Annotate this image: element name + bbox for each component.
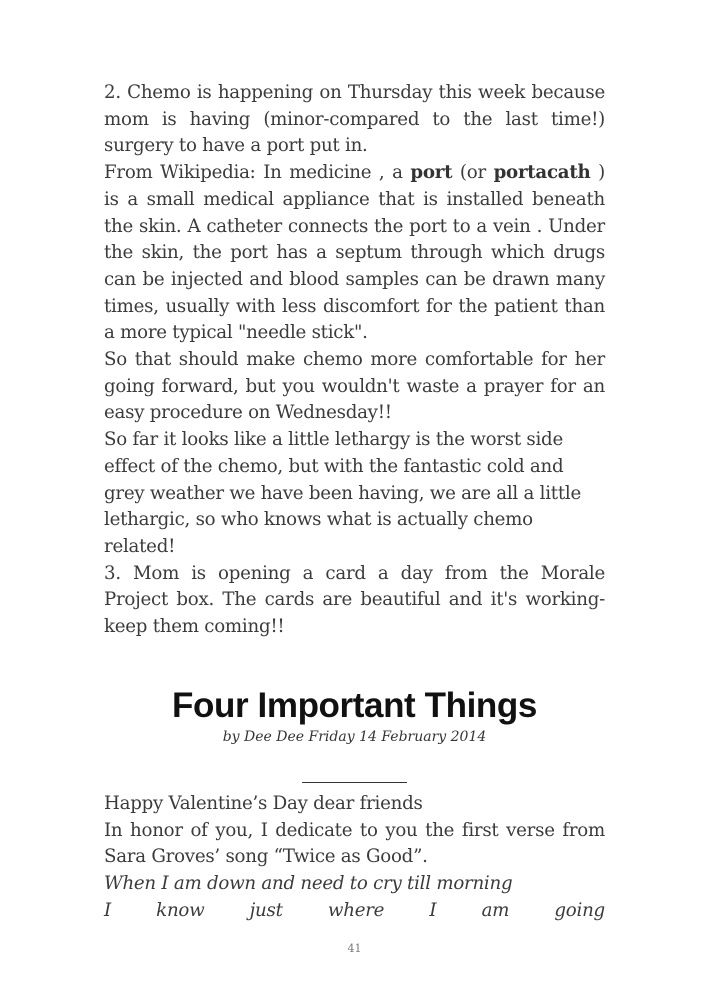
lethargy-paragraph: So far it looks like a little lethargy is the worst side effect of the chemo, but with the fantastic cold and grey weather we have been having, we are all a little lethargic, so who knows what is actually chemo related! xyxy=(104,429,581,557)
lyric-word: just xyxy=(249,899,283,921)
lyric-word: I xyxy=(429,899,437,921)
item-3-paragraph: 3. Mom is opening a card a day from the Morale Project box. The cards are beautiful and it's working- keep them coming!! xyxy=(104,562,605,638)
term-port: port xyxy=(410,162,453,184)
lyric-word: going xyxy=(554,899,605,921)
article-title: Four Important Things xyxy=(172,686,537,725)
item-2-paragraph: 2. Chemo is happening on Thursday this week because mom is having (minor-compared to the last time!) surgery to have a port put in. xyxy=(104,82,605,157)
article-body xyxy=(104,791,605,925)
greeting-paragraph: Happy Valentine’s Day dear friends xyxy=(104,793,423,814)
separator-rule xyxy=(302,782,407,783)
previous-post-body xyxy=(104,80,605,641)
dedication-paragraph: In honor of you, I dedicate to you the first verse from Sara Groves’ song “Twice as Good”. xyxy=(104,819,605,868)
comfort-paragraph: So that should make chemo more comfortable for her going forward, but you wouldn't waste a prayer for an easy procedure on Wednesday!! xyxy=(104,349,605,424)
article-byline: by Dee Dee Friday 14 February 2014 xyxy=(222,729,487,745)
lyric-word: I xyxy=(104,899,111,921)
lyric-word: know xyxy=(156,899,205,921)
wiki-definition: ) is a small medical appliance that is installed beneath the skin. A catheter connects the port to a vein . Under the skin, the port has a septum through which drugs can be injected and blood samples can be drawn many times, usually with less discomfort for the patient than a more typical "needle stick". xyxy=(104,162,605,344)
lyric-line-1: When I am down and need to cry till morning xyxy=(104,873,513,895)
lyric-word: where xyxy=(327,899,385,921)
page-number: 41 xyxy=(347,942,362,955)
term-portacath: portacath xyxy=(493,162,591,184)
wiki-prefix: From Wikipedia: In medicine , a xyxy=(104,162,411,184)
lyric-word: am xyxy=(481,899,510,921)
wiki-or: (or xyxy=(452,162,494,184)
wikipedia-quote-paragraph xyxy=(104,160,605,347)
lyric-line-2 xyxy=(104,898,605,925)
